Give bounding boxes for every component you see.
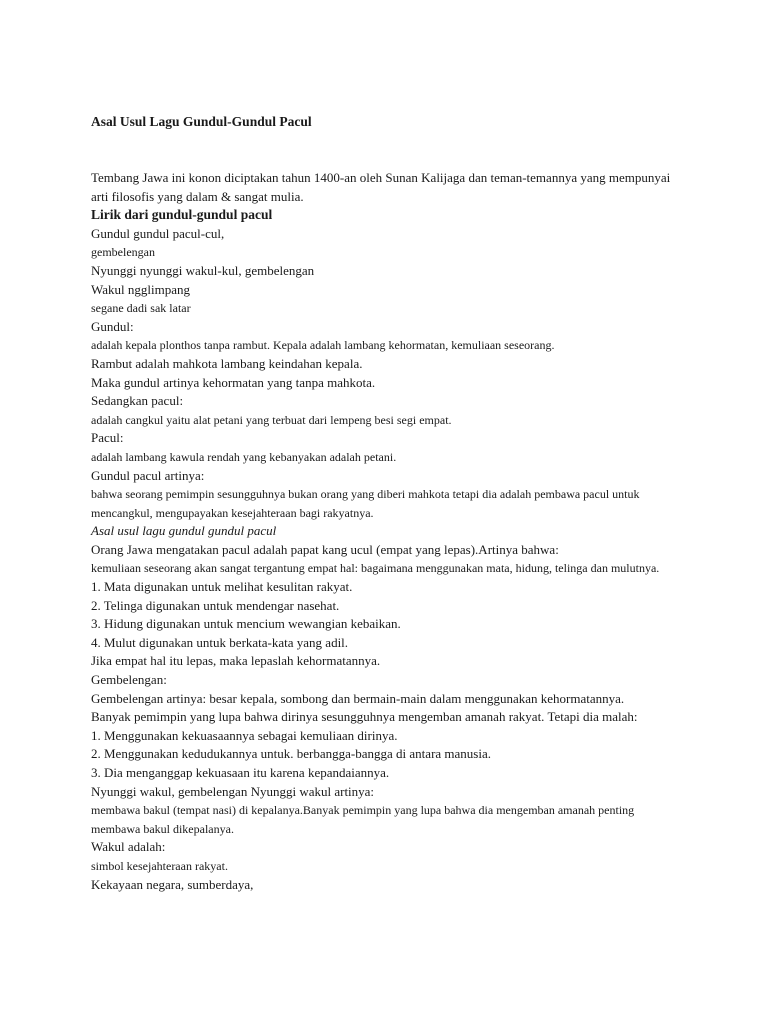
body-line: Sedangkan pacul: — [91, 393, 184, 409]
body-line: Jika empat hal itu lepas, maka lepaslah kehormatannya. — [91, 653, 381, 669]
body-line: Wakul ngglimpang — [91, 281, 190, 297]
body-line: adalah lambang kawula rendah yang kebanyakan adalah petani. — [91, 449, 397, 464]
body-line: bahwa seorang pemimpin sesungguhnya bukan orang yang diberi mahkota tetapi dia adalah pembawa pacul untuk mencangkul, mengupayakan kesejahteraan bagi rakyatnya. — [91, 487, 640, 520]
body-line: 2. Telinga digunakan untuk mendengar nasehat. — [91, 597, 340, 613]
body-line: Gundul: — [91, 318, 134, 334]
body-line: adalah cangkul yaitu alat petani yang terbuat dari lempeng besi segi empat. — [91, 412, 452, 427]
body-line: gembelengan — [91, 245, 155, 260]
body-line: segane dadi sak latar — [91, 301, 191, 316]
body-line: Nyunggi nyunggi wakul-kul, gembelengan — [91, 262, 315, 278]
body-line: Tembang Jawa ini konon diciptakan tahun 1400-an oleh Sunan Kalijaga dan teman-temannya yang mempunyai arti filosofis yang dalam & sangat mulia. — [91, 170, 671, 204]
body-line: membawa bakul (tempat nasi) di kepalanya.Banyak pemimpin yang lupa bahwa dia mengemban amanah penting membawa bakul dikepalanya. — [91, 803, 635, 836]
body-line: adalah kepala plonthos tanpa rambut. Kepala adalah lambang kehormatan, kemuliaan seseorang. — [91, 338, 555, 353]
body-line: Gundul gundul pacul-cul, — [91, 225, 225, 241]
body-line: Gundul pacul artinya: — [91, 467, 205, 483]
body-line: Banyak pemimpin yang lupa bahwa dirinya sesungguhnya mengemban amanah rakyat. Tetapi dia malah: — [91, 709, 638, 725]
document-page — [91, 113, 681, 894]
body-line: Maka gundul artinya kehormatan yang tanpa mahkota. — [91, 374, 376, 390]
body-line: Wakul adalah: — [91, 839, 166, 855]
body-line: Pacul: — [91, 430, 124, 446]
body-line: Nyunggi wakul, gembelengan Nyunggi wakul artinya: — [91, 783, 375, 799]
body-line: Gembelengan: — [91, 672, 167, 688]
body-line: 3. Hidung digunakan untuk mencium wewangian kebaikan. — [91, 616, 401, 632]
body-line: Rambut adalah mahkota lambang keindahan kepala. — [91, 355, 363, 371]
body-line: Lirik dari gundul-gundul pacul — [91, 207, 273, 223]
body-line: kemuliaan seseorang akan sangat tergantung empat hal: bagaimana menggunakan mata, hidung, telinga dan mulutnya. — [91, 561, 660, 576]
body-line: Gembelengan artinya: besar kepala, sombong dan bermain-main dalam menggunakan kehormatannya. — [91, 690, 625, 706]
document-body — [91, 169, 681, 894]
body-line: 1. Menggunakan kekuasaannya sebagai kemuliaan dirinya. — [91, 727, 398, 743]
body-line: 3. Dia menganggap kekuasaan itu karena kepandaiannya. — [91, 765, 390, 780]
body-line: Orang Jawa mengatakan pacul adalah papat kang ucul (empat yang lepas).Artinya bahwa: — [91, 541, 559, 557]
body-line: Kekayaan negara, sumberdaya, — [91, 876, 254, 892]
body-line: simbol kesejahteraan rakyat. — [91, 858, 228, 873]
body-line: Asal usul lagu gundul gundul pacul — [91, 523, 277, 539]
body-line: 4. Mulut digunakan untuk berkata-kata yang adil. — [91, 634, 349, 650]
body-line: 2. Menggunakan kedudukannya untuk. berbangga-bangga di antara manusia. — [91, 746, 491, 762]
document-title: Asal Usul Lagu Gundul-Gundul Pacul — [91, 114, 312, 129]
body-line: 1. Mata digunakan untuk melihat kesulitan rakyat. — [91, 579, 353, 595]
